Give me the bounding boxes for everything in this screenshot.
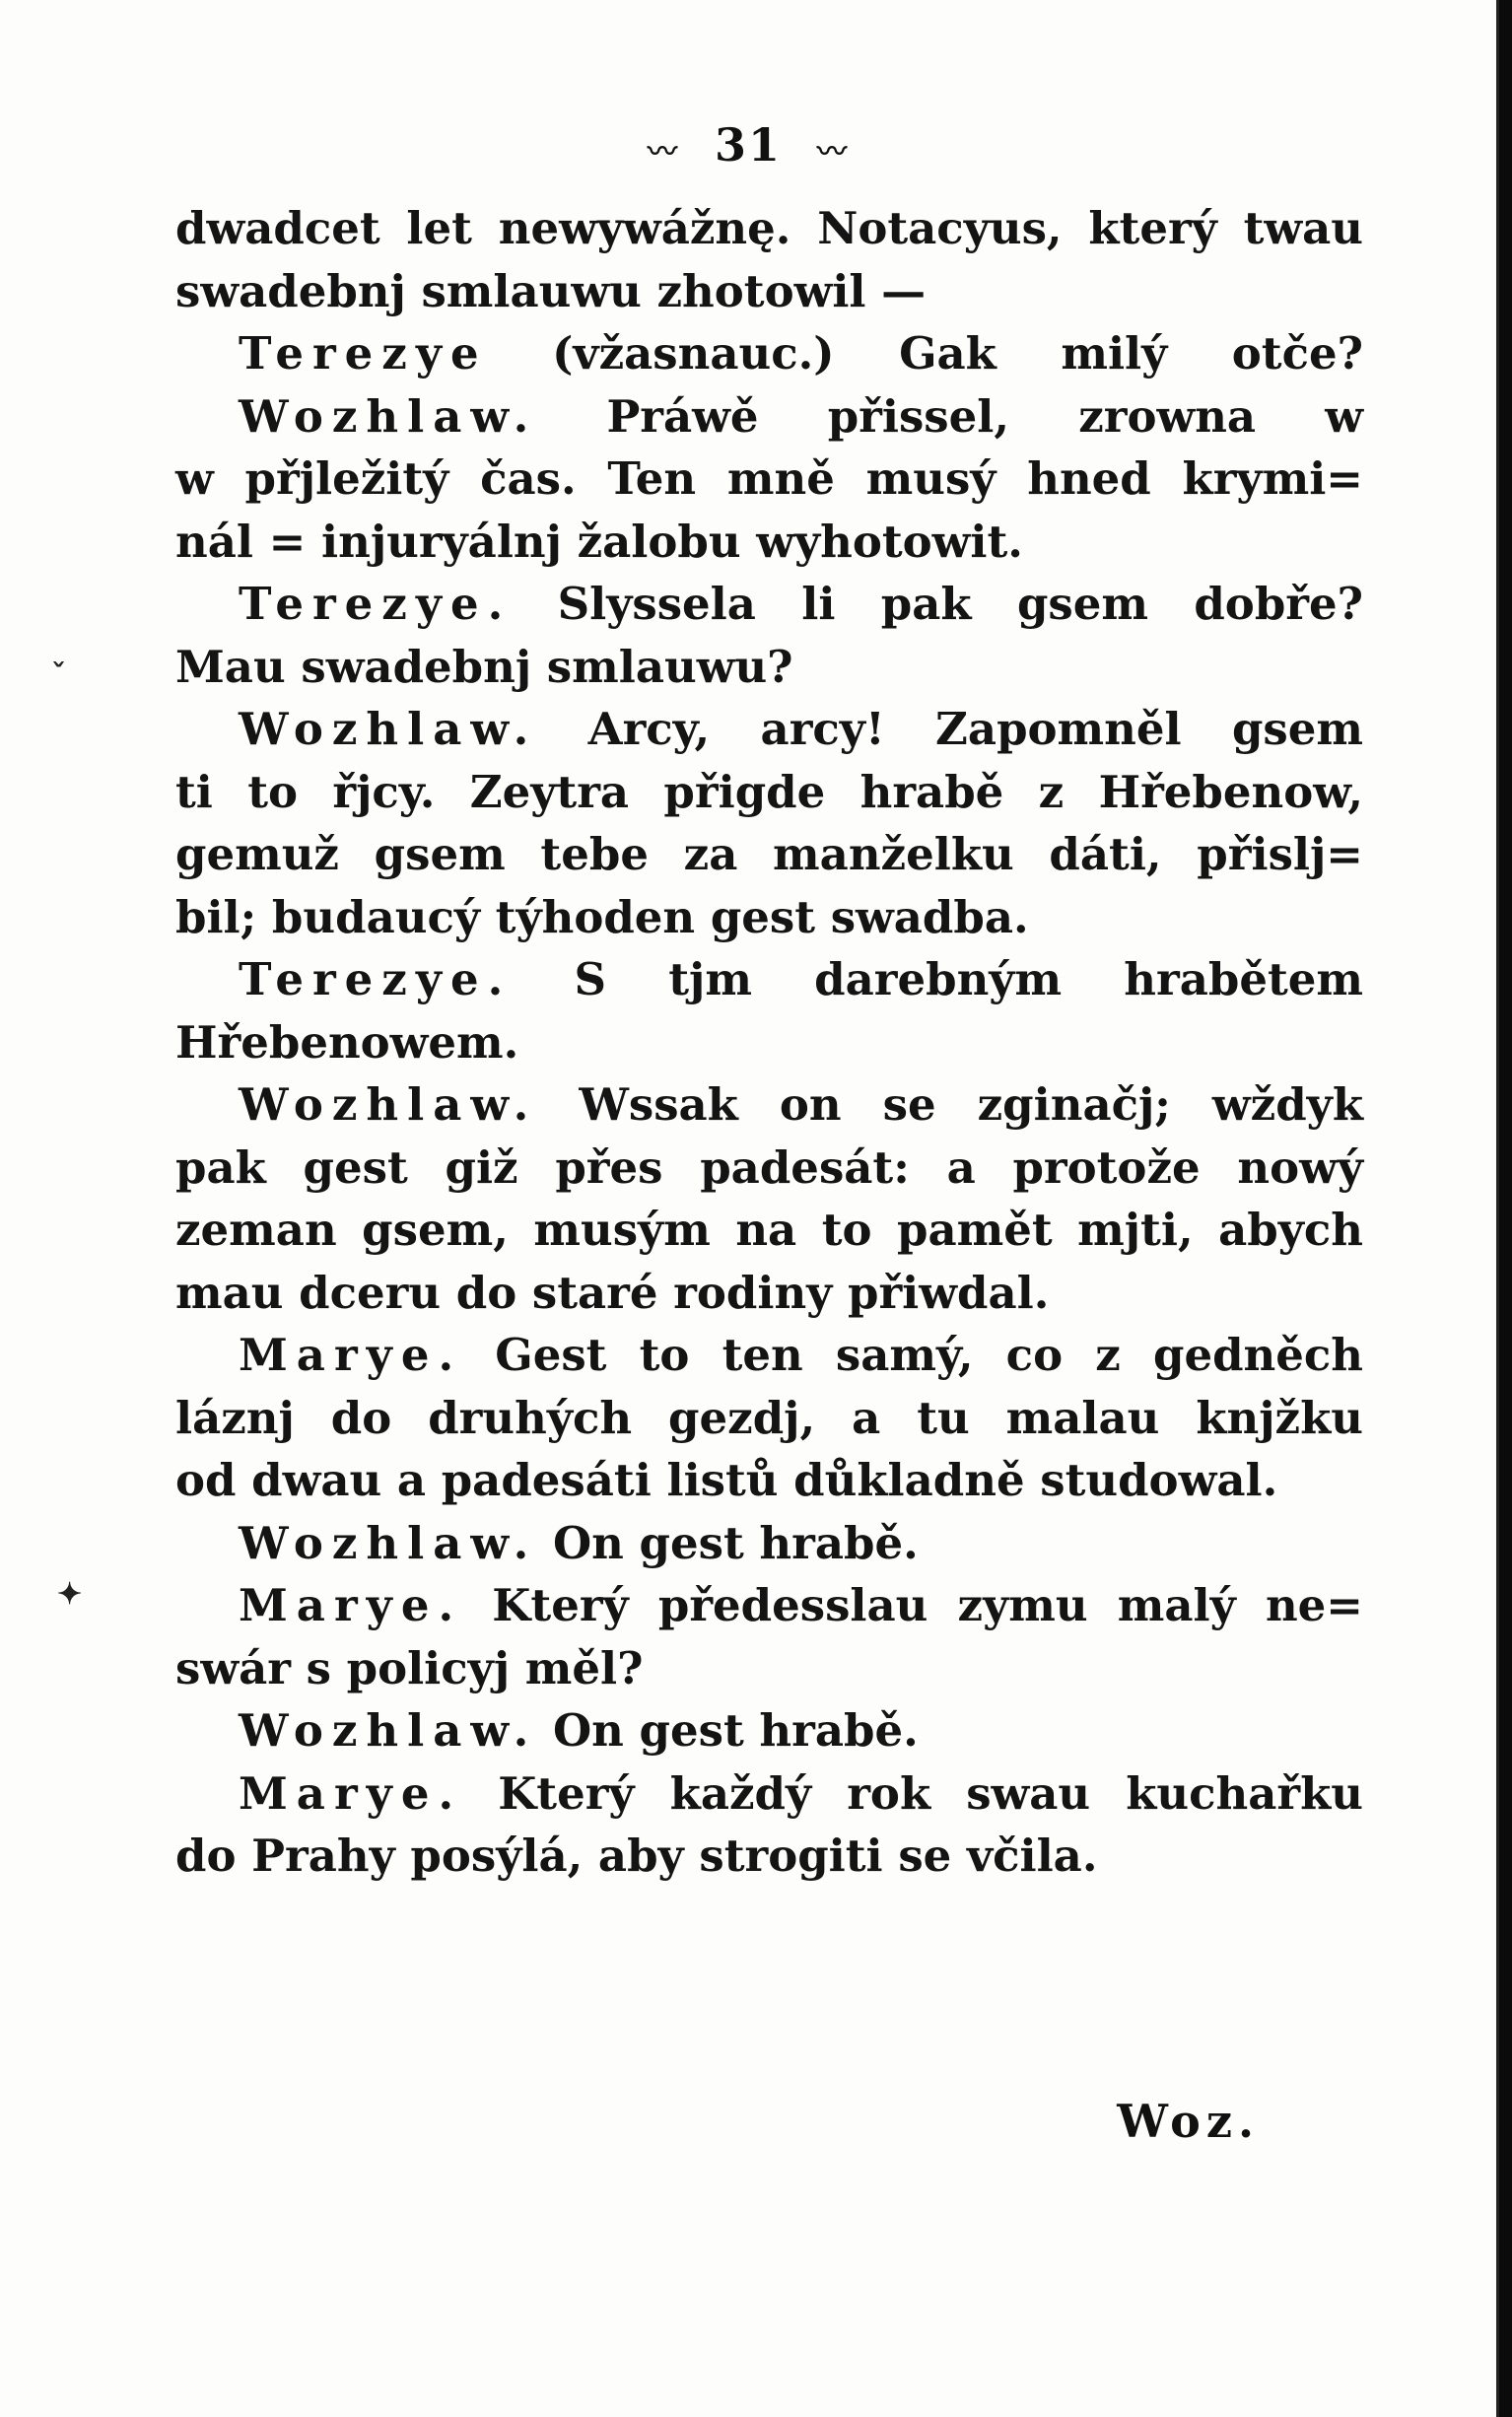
speaker-name: Wozhlaw. [239, 1704, 538, 1757]
line-text: Slyssela li pak gsem dobře? [512, 578, 1363, 630]
line-text: gemuž gsem tebe za manželku dáti, přislj= [175, 828, 1363, 880]
text-line [175, 1762, 1363, 1826]
text-line [175, 1262, 1363, 1325]
line-text: mau dceru do staré rodiny přiwdal. [175, 1266, 1050, 1319]
text-line [175, 1073, 1363, 1137]
line-text: Práwě přissel, zrowna w [537, 389, 1363, 443]
text-line [175, 1137, 1363, 1200]
line-text: pak gest giž přes padesát: a protože nowý [175, 1140, 1363, 1194]
text-line [175, 823, 1363, 886]
text-line [175, 1574, 1363, 1637]
margin-mark: ˇ [51, 658, 66, 693]
line-text: Arcy, arcy! Zapomněl gsem [537, 703, 1363, 755]
speaker-name: Marye. [239, 1766, 463, 1820]
text-line [175, 1011, 1363, 1074]
speaker-name: Wozhlaw. [239, 1516, 538, 1569]
line-text: od dwau a padesáti listů důkladně studowal. [175, 1454, 1278, 1506]
text-line [175, 448, 1363, 511]
line-text: On gest hrabě. [537, 1516, 919, 1569]
text-line [175, 1387, 1363, 1450]
text-line [175, 948, 1363, 1011]
text-line [175, 1199, 1363, 1262]
speaker-name: Wozhlaw. [239, 389, 538, 443]
line-text: Mau swadebnj smlauwu? [175, 640, 793, 693]
line-text: nál = injuryálnj žalobu wyhotowit. [175, 515, 1023, 568]
speaker-name: Marye. [239, 1579, 463, 1631]
text-line [175, 385, 1363, 449]
line-text: Wssak on se zginačj; wždyk [537, 1078, 1363, 1131]
text-line [175, 260, 1363, 323]
line-text: swár s policyj měl? [175, 1641, 644, 1694]
page-text [175, 197, 1363, 1888]
line-text: (vžasnauc.) Gak milý otče? [487, 327, 1363, 380]
catchword: Woz. [1117, 2095, 1260, 2148]
page-header [0, 118, 1496, 172]
text-line [175, 886, 1363, 949]
speaker-name: Wozhlaw. [239, 703, 538, 755]
line-text: S tjm darebným hrabětem [512, 953, 1363, 1005]
text-line [175, 573, 1363, 636]
text-line [175, 197, 1363, 260]
text-line [175, 1449, 1363, 1512]
speaker-name: Wozhlaw. [239, 1078, 538, 1131]
text-line [175, 761, 1363, 824]
text-line [175, 636, 1363, 699]
ornament-left-icon: 〰 [647, 135, 679, 170]
speaker-name: Terezye. [239, 578, 513, 630]
line-text: zeman gsem, musým na to pamět mjti, abych [175, 1204, 1363, 1256]
speaker-name: Terezye [239, 327, 488, 380]
line-text: Hřebenowem. [175, 1015, 519, 1069]
line-text: ti to řjcy. Zeytra přigde hrabě z Hřebenow, [175, 765, 1363, 818]
text-line [175, 1512, 1363, 1575]
speaker-name: Terezye. [239, 953, 513, 1005]
line-text: do Prahy posýlá, aby strogiti se včila. [175, 1830, 1098, 1882]
text-line [175, 322, 1363, 385]
text-line [175, 511, 1363, 574]
text-line [175, 1637, 1363, 1700]
speaker-name: Marye. [239, 1329, 463, 1381]
text-line [175, 698, 1363, 761]
line-text: Který každý rok swau kuchařku [462, 1766, 1363, 1820]
line-text: On gest hrabě. [537, 1704, 919, 1757]
text-line [175, 1324, 1363, 1387]
line-text: Gest to ten samý, co z gedněch [462, 1329, 1363, 1381]
text-line [175, 1825, 1363, 1888]
line-text: láznj do druhých gezdj, a tu malau knjžku [175, 1391, 1363, 1444]
line-text: w přjležitý čas. Ten mně musý hned krymi= [175, 452, 1363, 505]
line-text: bil; budaucý týhoden gest swadba. [175, 890, 1029, 943]
line-text: dwadcet let newywážnę. Notacyus, který twau [175, 202, 1363, 254]
page-number: 31 [714, 118, 782, 172]
line-text: swadebnj smlauwu zhotowil — [175, 264, 927, 317]
margin-mark: ✦ [57, 1577, 83, 1612]
text-line [175, 1699, 1363, 1762]
line-text: Který předesslau zymu malý ne= [462, 1579, 1363, 1631]
ornament-right-icon: 〰 [817, 135, 850, 170]
